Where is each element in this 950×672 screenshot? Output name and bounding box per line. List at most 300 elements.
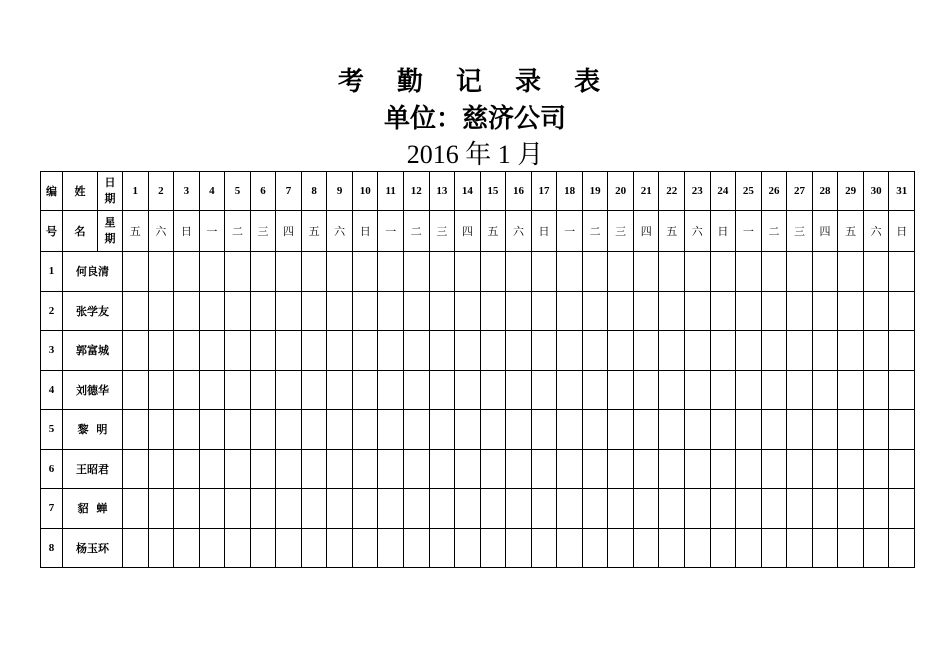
attendance-cell[interactable]: [608, 410, 634, 450]
attendance-cell[interactable]: [838, 331, 864, 371]
attendance-cell[interactable]: [582, 449, 608, 489]
attendance-cell[interactable]: [710, 252, 736, 292]
attendance-cell[interactable]: [480, 370, 506, 410]
weekday-label: 二: [761, 211, 787, 252]
attendance-cell[interactable]: [225, 370, 251, 410]
attendance-cell[interactable]: [276, 489, 302, 529]
attendance-cell[interactable]: [685, 370, 711, 410]
attendance-cell[interactable]: [659, 252, 685, 292]
attendance-cell[interactable]: [225, 449, 251, 489]
attendance-cell[interactable]: [838, 410, 864, 450]
attendance-cell[interactable]: [301, 331, 327, 371]
attendance-cell[interactable]: [889, 252, 915, 292]
attendance-cell[interactable]: [352, 370, 378, 410]
attendance-cell[interactable]: [225, 291, 251, 331]
attendance-cell[interactable]: [301, 252, 327, 292]
attendance-cell[interactable]: [327, 489, 353, 529]
attendance-cell[interactable]: [123, 489, 149, 529]
attendance-cell[interactable]: [736, 331, 762, 371]
day-number: 11: [378, 172, 404, 211]
attendance-cell[interactable]: [531, 410, 557, 450]
attendance-cell[interactable]: [761, 331, 787, 371]
attendance-cell[interactable]: [557, 291, 583, 331]
attendance-cell[interactable]: [455, 291, 481, 331]
attendance-cell[interactable]: [199, 291, 225, 331]
attendance-cell[interactable]: [812, 449, 838, 489]
attendance-cell[interactable]: [531, 528, 557, 568]
attendance-cell[interactable]: [531, 252, 557, 292]
attendance-cell[interactable]: [685, 331, 711, 371]
attendance-cell[interactable]: [608, 331, 634, 371]
attendance-cell[interactable]: [225, 252, 251, 292]
weekday-label: 一: [378, 211, 404, 252]
day-number: 20: [608, 172, 634, 211]
employee-id: 4: [41, 370, 63, 410]
day-number: 31: [889, 172, 915, 211]
attendance-cell[interactable]: [378, 528, 404, 568]
attendance-cell[interactable]: [736, 410, 762, 450]
name-header-bottom: 名: [63, 211, 98, 252]
attendance-cell[interactable]: [863, 291, 889, 331]
attendance-cell[interactable]: [123, 528, 149, 568]
attendance-cell[interactable]: [174, 449, 200, 489]
attendance-cell[interactable]: [123, 370, 149, 410]
attendance-cell[interactable]: [633, 331, 659, 371]
weekday-label: 一: [557, 211, 583, 252]
attendance-cell[interactable]: [659, 449, 685, 489]
weekday-label: 六: [327, 211, 353, 252]
attendance-cell[interactable]: [455, 489, 481, 529]
attendance-cell[interactable]: [506, 370, 532, 410]
weekday-label: 五: [838, 211, 864, 252]
attendance-cell[interactable]: [863, 331, 889, 371]
attendance-cell[interactable]: [352, 252, 378, 292]
attendance-cell[interactable]: [404, 410, 430, 450]
attendance-cell[interactable]: [225, 528, 251, 568]
attendance-cell[interactable]: [455, 370, 481, 410]
attendance-cell[interactable]: [276, 370, 302, 410]
attendance-cell[interactable]: [148, 528, 174, 568]
month-label: 2016 年 1 月: [406, 140, 544, 169]
attendance-cell[interactable]: [276, 252, 302, 292]
attendance-cell[interactable]: [557, 449, 583, 489]
weekday-label: 日: [531, 211, 557, 252]
attendance-cell[interactable]: [123, 291, 149, 331]
employee-id: 8: [41, 528, 63, 568]
attendance-cell[interactable]: [710, 370, 736, 410]
attendance-cell[interactable]: [276, 331, 302, 371]
attendance-cell[interactable]: [480, 449, 506, 489]
attendance-cell[interactable]: [812, 528, 838, 568]
attendance-cell[interactable]: [863, 449, 889, 489]
attendance-cell[interactable]: [863, 489, 889, 529]
attendance-cell[interactable]: [633, 410, 659, 450]
attendance-cell[interactable]: [378, 291, 404, 331]
attendance-cell[interactable]: [327, 528, 353, 568]
attendance-cell[interactable]: [352, 331, 378, 371]
attendance-cell[interactable]: [327, 331, 353, 371]
attendance-cell[interactable]: [787, 528, 813, 568]
attendance-cell[interactable]: [889, 489, 915, 529]
attendance-cell[interactable]: [250, 252, 276, 292]
attendance-cell[interactable]: [736, 449, 762, 489]
attendance-cell[interactable]: [327, 410, 353, 450]
attendance-cell[interactable]: [761, 449, 787, 489]
attendance-cell[interactable]: [710, 449, 736, 489]
attendance-cell[interactable]: [736, 528, 762, 568]
attendance-cell[interactable]: [327, 370, 353, 410]
attendance-cell[interactable]: [633, 528, 659, 568]
attendance-cell[interactable]: [710, 489, 736, 529]
weekday-label: 六: [685, 211, 711, 252]
employee-row: [41, 252, 915, 292]
employee-row: [41, 449, 915, 489]
weekday-label: 二: [404, 211, 430, 252]
day-number: 13: [429, 172, 455, 211]
attendance-cell[interactable]: [404, 331, 430, 371]
attendance-cell[interactable]: [480, 489, 506, 529]
attendance-cell[interactable]: [148, 410, 174, 450]
attendance-cell[interactable]: [378, 331, 404, 371]
day-number: 6: [250, 172, 276, 211]
attendance-cell[interactable]: [531, 370, 557, 410]
weekday-label: 四: [455, 211, 481, 252]
day-number: 27: [787, 172, 813, 211]
attendance-cell[interactable]: [148, 331, 174, 371]
attendance-cell[interactable]: [352, 449, 378, 489]
attendance-cell[interactable]: [429, 489, 455, 529]
attendance-cell[interactable]: [685, 528, 711, 568]
attendance-cell[interactable]: [327, 252, 353, 292]
attendance-cell[interactable]: [659, 410, 685, 450]
attendance-cell[interactable]: [889, 291, 915, 331]
attendance-cell[interactable]: [429, 449, 455, 489]
attendance-cell[interactable]: [506, 410, 532, 450]
attendance-cell[interactable]: [787, 291, 813, 331]
attendance-cell[interactable]: [812, 331, 838, 371]
attendance-cell[interactable]: [174, 410, 200, 450]
attendance-cell[interactable]: [889, 370, 915, 410]
attendance-cell[interactable]: [863, 410, 889, 450]
attendance-cell[interactable]: [787, 449, 813, 489]
attendance-cell[interactable]: [429, 528, 455, 568]
attendance-cell[interactable]: [301, 370, 327, 410]
attendance-cell[interactable]: [378, 489, 404, 529]
attendance-cell[interactable]: [352, 291, 378, 331]
day-number: 21: [633, 172, 659, 211]
attendance-cell[interactable]: [480, 291, 506, 331]
attendance-cell[interactable]: [736, 370, 762, 410]
attendance-cell[interactable]: [378, 410, 404, 450]
attendance-cell[interactable]: [250, 489, 276, 529]
day-number: 23: [685, 172, 711, 211]
attendance-cell[interactable]: [633, 449, 659, 489]
attendance-cell[interactable]: [633, 291, 659, 331]
weekday-label: 五: [659, 211, 685, 252]
attendance-cell[interactable]: [531, 489, 557, 529]
attendance-cell[interactable]: [506, 528, 532, 568]
attendance-cell[interactable]: [582, 489, 608, 529]
attendance-cell[interactable]: [174, 291, 200, 331]
attendance-cell[interactable]: [761, 528, 787, 568]
attendance-cell[interactable]: [608, 528, 634, 568]
attendance-cell[interactable]: [889, 449, 915, 489]
attendance-cell[interactable]: [863, 252, 889, 292]
attendance-cell[interactable]: [736, 252, 762, 292]
employee-row: [41, 291, 915, 331]
attendance-cell[interactable]: [608, 370, 634, 410]
attendance-cell[interactable]: [429, 252, 455, 292]
attendance-cell[interactable]: [710, 410, 736, 450]
attendance-cell[interactable]: [659, 370, 685, 410]
attendance-cell[interactable]: [276, 449, 302, 489]
attendance-cell[interactable]: [557, 410, 583, 450]
attendance-cell[interactable]: [506, 291, 532, 331]
attendance-cell[interactable]: [225, 331, 251, 371]
attendance-cell[interactable]: [838, 252, 864, 292]
attendance-cell[interactable]: [659, 291, 685, 331]
attendance-cell[interactable]: [557, 489, 583, 529]
attendance-cell[interactable]: [761, 291, 787, 331]
unit-label: 单位：慈济公司: [383, 104, 566, 134]
attendance-cell[interactable]: [685, 252, 711, 292]
employee-id: 1: [41, 252, 63, 292]
attendance-cell[interactable]: [352, 410, 378, 450]
attendance-cell[interactable]: [761, 410, 787, 450]
attendance-cell[interactable]: [352, 489, 378, 529]
attendance-cell[interactable]: [174, 370, 200, 410]
attendance-cell[interactable]: [736, 489, 762, 529]
attendance-cell[interactable]: [174, 252, 200, 292]
attendance-cell[interactable]: [582, 252, 608, 292]
attendance-cell[interactable]: [455, 252, 481, 292]
attendance-cell[interactable]: [812, 410, 838, 450]
attendance-cell[interactable]: [378, 449, 404, 489]
attendance-cell[interactable]: [148, 252, 174, 292]
attendance-cell[interactable]: [276, 410, 302, 450]
day-number: 25: [736, 172, 762, 211]
attendance-cell[interactable]: [429, 331, 455, 371]
attendance-cell[interactable]: [889, 528, 915, 568]
attendance-cell[interactable]: [531, 331, 557, 371]
attendance-cell[interactable]: [761, 370, 787, 410]
attendance-cell[interactable]: [250, 331, 276, 371]
attendance-cell[interactable]: [863, 528, 889, 568]
attendance-cell[interactable]: [761, 489, 787, 529]
attendance-cell[interactable]: [659, 331, 685, 371]
attendance-cell[interactable]: [250, 528, 276, 568]
attendance-cell[interactable]: [225, 410, 251, 450]
attendance-cell[interactable]: [276, 291, 302, 331]
attendance-cell[interactable]: [838, 449, 864, 489]
day-number: 22: [659, 172, 685, 211]
employee-name: 貂 蝉: [63, 489, 123, 529]
attendance-cell[interactable]: [608, 252, 634, 292]
attendance-cell[interactable]: [506, 331, 532, 371]
attendance-cell[interactable]: [276, 528, 302, 568]
attendance-cell[interactable]: [199, 252, 225, 292]
weekday-label: 日: [174, 211, 200, 252]
attendance-cell[interactable]: [250, 291, 276, 331]
attendance-cell[interactable]: [378, 370, 404, 410]
attendance-cell[interactable]: [787, 252, 813, 292]
attendance-cell[interactable]: [812, 291, 838, 331]
attendance-cell[interactable]: [531, 449, 557, 489]
attendance-cell[interactable]: [250, 410, 276, 450]
attendance-cell[interactable]: [506, 449, 532, 489]
weekday-label: 四: [812, 211, 838, 252]
attendance-cell[interactable]: [301, 291, 327, 331]
attendance-cell[interactable]: [148, 370, 174, 410]
attendance-cell[interactable]: [123, 252, 149, 292]
attendance-cell[interactable]: [455, 528, 481, 568]
attendance-cell[interactable]: [123, 449, 149, 489]
attendance-cell[interactable]: [838, 489, 864, 529]
attendance-cell[interactable]: [582, 331, 608, 371]
date-header-row: [41, 172, 915, 211]
attendance-cell[interactable]: [761, 252, 787, 292]
employee-row: [41, 528, 915, 568]
attendance-cell[interactable]: [301, 449, 327, 489]
attendance-cell[interactable]: [148, 489, 174, 529]
attendance-cell[interactable]: [301, 489, 327, 529]
attendance-cell[interactable]: [659, 528, 685, 568]
attendance-cell[interactable]: [199, 449, 225, 489]
attendance-cell[interactable]: [506, 489, 532, 529]
employee-id: 5: [41, 410, 63, 450]
attendance-cell[interactable]: [608, 489, 634, 529]
attendance-cell[interactable]: [148, 449, 174, 489]
weekday-label: 四: [633, 211, 659, 252]
attendance-cell[interactable]: [863, 370, 889, 410]
attendance-cell[interactable]: [455, 410, 481, 450]
attendance-cell[interactable]: [199, 370, 225, 410]
attendance-cell[interactable]: [608, 291, 634, 331]
attendance-cell[interactable]: [838, 528, 864, 568]
attendance-cell[interactable]: [685, 410, 711, 450]
attendance-cell[interactable]: [174, 331, 200, 371]
attendance-cell[interactable]: [838, 370, 864, 410]
attendance-cell[interactable]: [404, 489, 430, 529]
weekday-label: 六: [863, 211, 889, 252]
attendance-cell[interactable]: [582, 291, 608, 331]
attendance-cell[interactable]: [557, 528, 583, 568]
attendance-cell[interactable]: [582, 410, 608, 450]
attendance-cell[interactable]: [787, 370, 813, 410]
attendance-cell[interactable]: [710, 331, 736, 371]
attendance-cell[interactable]: [404, 252, 430, 292]
attendance-cell[interactable]: [199, 528, 225, 568]
attendance-cell[interactable]: [787, 410, 813, 450]
weekday-label: 三: [429, 211, 455, 252]
attendance-cell[interactable]: [123, 331, 149, 371]
attendance-cell[interactable]: [123, 410, 149, 450]
attendance-cell[interactable]: [250, 449, 276, 489]
attendance-cell[interactable]: [812, 252, 838, 292]
attendance-cell[interactable]: [812, 370, 838, 410]
attendance-cell[interactable]: [685, 291, 711, 331]
day-number: 2: [148, 172, 174, 211]
attendance-cell[interactable]: [378, 252, 404, 292]
attendance-cell[interactable]: [480, 528, 506, 568]
attendance-cell[interactable]: [889, 410, 915, 450]
attendance-cell[interactable]: [301, 410, 327, 450]
attendance-cell[interactable]: [250, 370, 276, 410]
attendance-cell[interactable]: [480, 410, 506, 450]
attendance-cell[interactable]: [174, 489, 200, 529]
attendance-cell[interactable]: [685, 449, 711, 489]
attendance-cell[interactable]: [787, 489, 813, 529]
attendance-cell[interactable]: [531, 291, 557, 331]
weekday-label: 二: [582, 211, 608, 252]
attendance-cell[interactable]: [736, 291, 762, 331]
employee-row: [41, 489, 915, 529]
attendance-cell[interactable]: [633, 370, 659, 410]
attendance-cell[interactable]: [710, 291, 736, 331]
attendance-cell[interactable]: [710, 528, 736, 568]
attendance-cell[interactable]: [455, 449, 481, 489]
attendance-cell[interactable]: [633, 489, 659, 529]
attendance-cell[interactable]: [174, 528, 200, 568]
day-number: 26: [761, 172, 787, 211]
attendance-cell[interactable]: [404, 528, 430, 568]
attendance-cell[interactable]: [404, 370, 430, 410]
attendance-cell[interactable]: [506, 252, 532, 292]
attendance-cell[interactable]: [404, 291, 430, 331]
attendance-cell[interactable]: [404, 449, 430, 489]
attendance-cell[interactable]: [557, 370, 583, 410]
attendance-cell[interactable]: [787, 331, 813, 371]
day-number: 19: [582, 172, 608, 211]
attendance-cell[interactable]: [480, 331, 506, 371]
attendance-cell[interactable]: [199, 331, 225, 371]
attendance-cell[interactable]: [685, 489, 711, 529]
attendance-cell[interactable]: [582, 370, 608, 410]
attendance-cell[interactable]: [327, 291, 353, 331]
id-header-bottom: 号: [41, 211, 63, 252]
day-number: 29: [838, 172, 864, 211]
employee-name: 何良清: [63, 252, 123, 292]
attendance-cell[interactable]: [352, 528, 378, 568]
attendance-cell[interactable]: [633, 252, 659, 292]
attendance-cell[interactable]: [480, 252, 506, 292]
attendance-cell[interactable]: [455, 331, 481, 371]
attendance-cell[interactable]: [429, 370, 455, 410]
day-number: 8: [301, 172, 327, 211]
attendance-cell[interactable]: [199, 410, 225, 450]
attendance-cell[interactable]: [327, 449, 353, 489]
attendance-cell[interactable]: [301, 528, 327, 568]
attendance-cell[interactable]: [199, 489, 225, 529]
attendance-cell[interactable]: [429, 410, 455, 450]
attendance-cell[interactable]: [889, 331, 915, 371]
weekday-label: 日: [710, 211, 736, 252]
attendance-cell[interactable]: [582, 528, 608, 568]
attendance-cell[interactable]: [148, 291, 174, 331]
attendance-cell[interactable]: [608, 449, 634, 489]
date-header-label: 日 期: [98, 172, 123, 211]
attendance-cell[interactable]: [557, 252, 583, 292]
attendance-cell[interactable]: [812, 489, 838, 529]
attendance-cell[interactable]: [838, 291, 864, 331]
attendance-cell[interactable]: [557, 331, 583, 371]
attendance-cell[interactable]: [429, 291, 455, 331]
day-number: 7: [276, 172, 302, 211]
day-number: 14: [455, 172, 481, 211]
attendance-cell[interactable]: [225, 489, 251, 529]
attendance-cell[interactable]: [659, 489, 685, 529]
name-header-top: 姓: [63, 172, 98, 211]
